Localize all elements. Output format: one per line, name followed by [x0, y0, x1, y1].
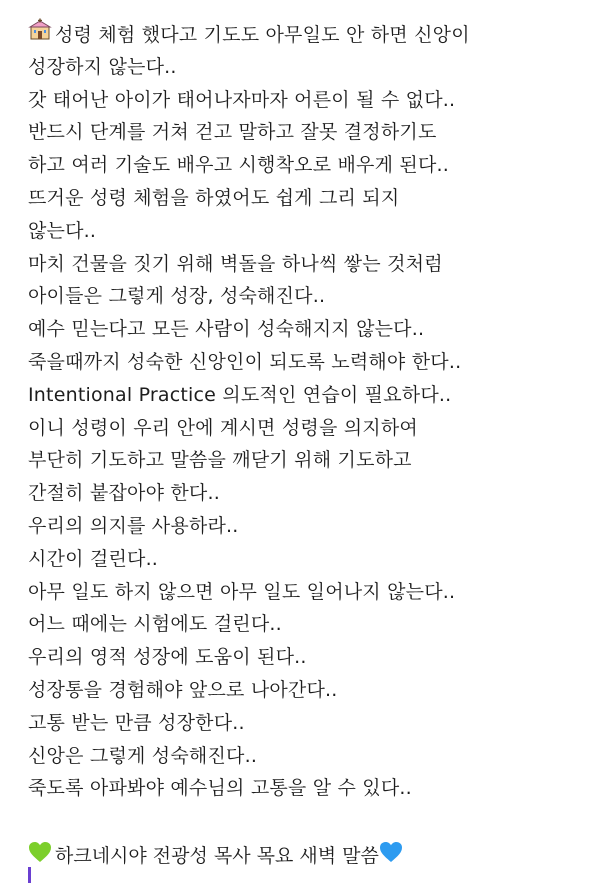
text-cursor[interactable]: [28, 867, 31, 883]
note-line: 우리의 영적 성장에 도움이 된다..: [28, 646, 307, 669]
note-line: 신앙은 그렇게 성숙해진다..: [28, 744, 258, 767]
footer-text: 하크네시야 전광성 목사 목요 새벽 말씀: [55, 844, 379, 867]
note-line: 죽도록 아파봐야 예수님의 고통을 알 수 있다..: [28, 777, 412, 800]
note-line: 아무 일도 하지 않으면 아무 일도 일어나지 않는다..: [28, 580, 456, 603]
note-line: 이니 성령이 우리 안에 계시면 성령을 의지하여: [28, 416, 418, 439]
blank-line: [28, 805, 590, 838]
note-line: 어느 때에는 시험에도 걸린다..: [28, 613, 282, 636]
note-line: 반드시 단계를 거쳐 걷고 말하고 잘못 결정하기도: [28, 121, 437, 144]
note-line: 성장통을 경험해야 앞으로 나아간다..: [28, 678, 338, 701]
note-line: 성장하지 않는다..: [28, 55, 177, 78]
note-line: 고통 받는 만큼 성장한다..: [28, 711, 245, 734]
note-line: 마치 건물을 짓기 위해 벽돌을 하나씩 쌓는 것처럼: [28, 252, 443, 275]
sermon-attribution: [28, 838, 590, 871]
note-line: 하고 여러 기술도 배우고 시행착오로 배우게 된다..: [28, 154, 449, 177]
note-line: 예수 믿는다고 모든 사람이 성숙해지지 않는다..: [28, 318, 425, 341]
green-heart-icon: [28, 841, 52, 868]
note-line: 않는다..: [28, 219, 97, 242]
blue-heart-icon: [379, 841, 403, 868]
note-line: 간절히 붙잡아야 한다..: [28, 482, 220, 505]
note-line: Intentional Practice 의도적인 연습이 필요하다..: [28, 383, 452, 406]
note-first-line: [28, 18, 590, 51]
note-line: 뜨거운 성령 체험을 하였어도 쉽게 그리 되지: [28, 186, 400, 209]
note-line: 아이들은 그렇게 성장, 성숙해진다..: [28, 285, 326, 308]
note-line: 시간이 걸린다..: [28, 547, 159, 570]
note-line-text: 성령 체험 했다고 기도도 아무일도 안 하면 신앙이: [55, 23, 470, 46]
note-line: 갓 태어난 아이가 태어나자마자 어른이 될 수 없다..: [28, 88, 456, 111]
note-line: 부단히 기도하고 말씀을 깨닫기 위해 기도하고: [28, 449, 412, 472]
church-icon: [28, 18, 52, 53]
note-line: 죽을때까지 성숙한 신앙인이 되도록 노력해야 한다..: [28, 350, 462, 373]
note-line: 우리의 의지를 사용하라..: [28, 514, 239, 537]
